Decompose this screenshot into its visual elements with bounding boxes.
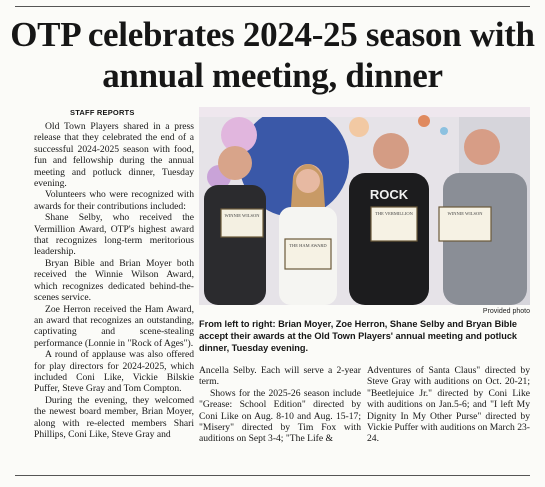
photo-caption: From left to right: Brian Moyer, Zoe Herron, Shane Selby and Bryan Bible accept their awards at the Old Town Players' annual meeting and potluck dinner, Tuesday evening. xyxy=(199,319,518,353)
paragraph: Volunteers who were recognized with awards for their contributions included: xyxy=(34,189,194,212)
paragraph: Shane Selby, who received the Vermillion Award, OTP's highest award that recognizes long-term meritorious leadership. xyxy=(34,212,194,258)
award-photo-illustration xyxy=(199,107,530,305)
certificate-title: THE VERMILLION xyxy=(375,211,413,216)
article-column-2 xyxy=(199,365,361,445)
headline: OTP celebrates 2024-25 season with annual meeting, dinner xyxy=(10,15,535,95)
paragraph: Adventures of Santa Claus" directed by Steve Gray with auditions on Oct. 20-21; "Beetlejuice Jr." directed by Coni Like with auditions on Jan.5-6; and "I left My Dignity In My Other Purse" directed by Vickie Puffer with auditions on March 23-24. xyxy=(367,365,530,445)
paragraph: During the evening, they welcomed the newest board member, Brian Moyer, along with re-elected members Shari Phillips, Coni Like, Steve Gray and xyxy=(34,394,194,440)
paragraph: Bryan Bible and Brian Moyer both received the Winnie Wilson Award, which recognizes dedicated behind-the-scenes service. xyxy=(34,257,194,304)
paragraph: Shows for the 2025-26 season include "Grease: School Edition" directed by Coni Like on Aug. 8-10 and Aug. 15-17; "Misery" directed by Tim Fox with auditions on Sept 3-4; "The Life & xyxy=(199,387,361,445)
certificate-title: WINNIE WILSON xyxy=(447,211,483,216)
paragraph: Ancella Selby. Each will serve a 2-year term. xyxy=(199,365,361,388)
byline: STAFF REPORTS xyxy=(70,108,135,117)
bottom-rule xyxy=(15,475,530,476)
paragraph: Old Town Players shared in a press release that they celebrated the end of a successful 2024-2025 season with food, fun and fellowship during the annual meeting and potluck dinner, Tuesday evening. xyxy=(34,121,194,190)
article-column-1 xyxy=(34,121,194,440)
paragraph: Zoe Herron received the Ham Award, an award that recognizes an outstanding, captivating and scene-stealing performance (Lonnie in "Rock of Ages"). xyxy=(34,303,194,349)
paragraph: A round of applause was also offered for play directors for 2024-2025, which included Coni Like, Vickie Bilskie Puffer, Steve Gray and Tom Compton. xyxy=(34,349,194,395)
certificate-title: WINNIE WILSON xyxy=(224,213,260,218)
photo-credit: Provided photo xyxy=(482,308,530,315)
certificate-title: THE HAM AWARD xyxy=(289,243,327,248)
award-photo xyxy=(199,107,530,305)
article-column-3 xyxy=(367,365,530,445)
shirt-text: ROCK xyxy=(369,187,409,202)
top-rule xyxy=(15,6,530,7)
